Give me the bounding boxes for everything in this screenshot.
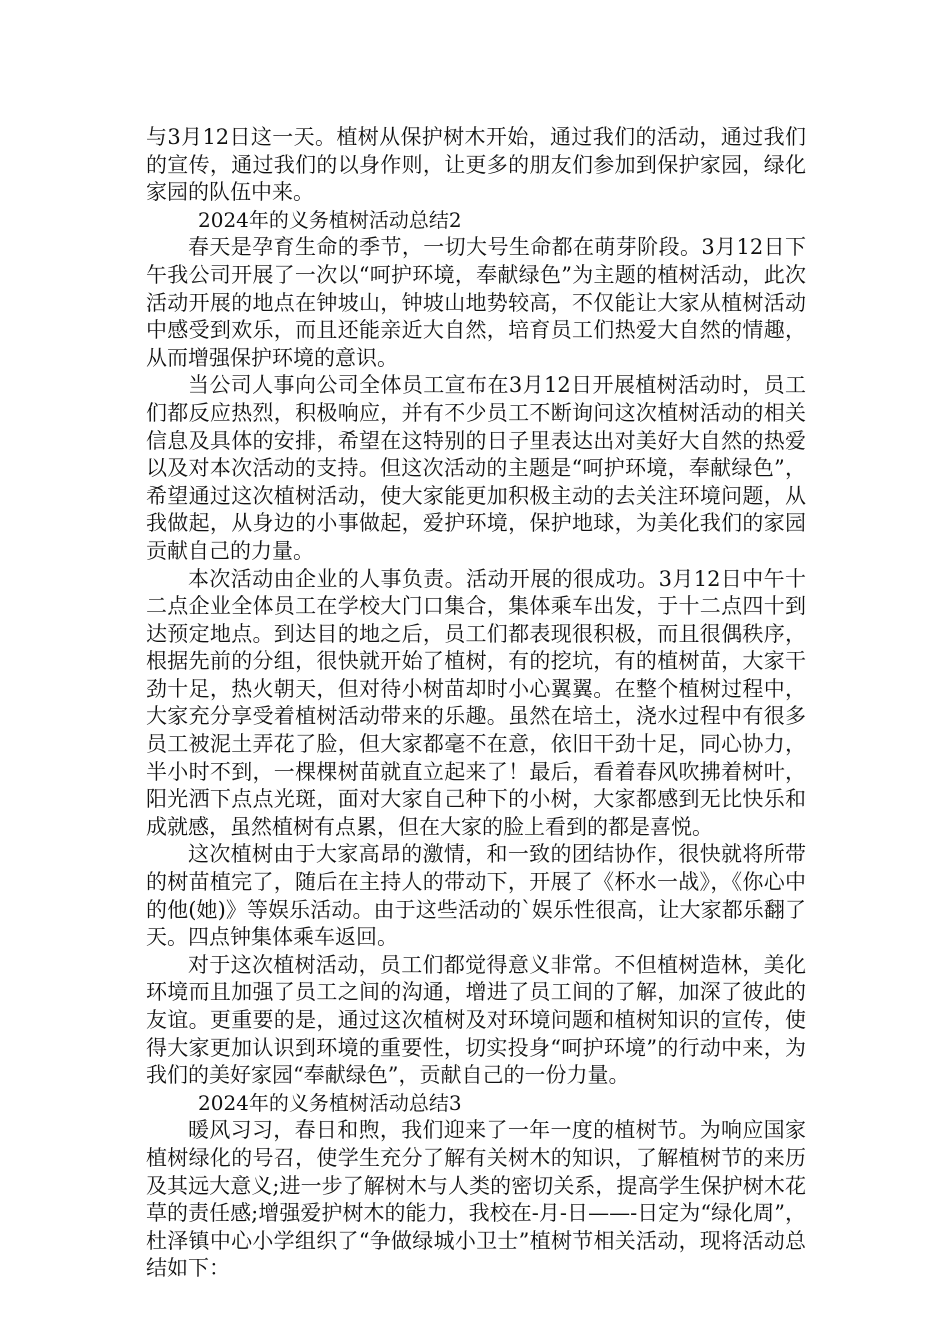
document-body [146,124,806,1283]
paragraph-significance: 对于这次植树活动，员工们都觉得意义非常。不但植树造林，美化环境而且加强了员工之间的沟通，增进了员工间的了解，加深了彼此的友谊。更重要的是，通过这次植树及对环境问题和植树知识的宣传，使得大家更加认识到环境的重要性，切实投身“呵护环境”的行动中来，为我们的美好家园“奉献绿色”，贡献自己的一份力量。 [146,952,806,1088]
section-heading-3: 2024年的义务植树活动总结3 [198,1090,462,1115]
paragraph-entertainment: 这次植树由于大家高昂的激情，和一致的团结协作，很快就将所带的树苗植完了，随后在主持人的带动下，开展了《杯水一战》，《你心中的他(她)》等娱乐活动。由于这些活动的`娱乐性很高，让大家都乐翻了天。四点钟集体乘车返回。 [146,842,806,950]
paragraph-intro-continuation: 与3月12日这一天。植树从保护树木开始，通过我们的活动，通过我们的宣传，通过我们的以身作则，让更多的朋友们参加到保护家园，绿化家园的队伍中来。 [146,125,806,205]
paragraph-school-activity: 暖风习习，春日和煦，我们迎来了一年一度的植树节。为响应国家植树绿化的号召，使学生充分了解有关树木的知识，了解植树节的来历及其远大意义;进一步了解树木与人类的密切关系，提高学生保护树木花草的责任感;增强爱护树木的能力，我校在-月-日——-日定为“绿化周”，杜泽镇中心小学组织了“争做绿城小卫士”植树节相关活动，现将活动总结如下： [146,1118,806,1281]
paragraph-spring-activity: 春天是孕育生命的季节，一切大号生命都在萌芽阶段。3月12日下午我公司开展了一次以“呵护环境，奉献绿色”为主题的植树活动，此次活动开展的地点在钟坡山，钟坡山地势较高，不仅能让大家从植树活动中感受到欢乐，而且还能亲近大自然，培育员工们热爱大自然的情趣，从而增强保护环境的意识。 [146,235,806,370]
section-heading-2: 2024年的义务植树活动总结2 [198,207,462,232]
paragraph-announcement: 当公司人事向公司全体员工宣布在3月12日开展植树活动时，员工们都反应热烈，积极响应，并有不少员工不断询问这次植树活动的相关信息及具体的安排，希望在这特别的日子里表达出对美好大自然的热爱以及对本次活动的支持。但这次活动的主题是“呵护环境，奉献绿色”，希望通过这次植树活动，使大家能更加积极主动的去关注环境问题，从我做起，从身边的小事做起，爱护环境，保护地球，为美化我们的家园贡献自己的力量。 [146,373,806,563]
paragraph-activity-process: 本次活动由企业的人事负责。活动开展的很成功。3月12日中午十二点企业全体员工在学校大门口集合，集体乘车出发，于十二点四十到达预定地点。到达目的地之后，员工们都表现很积极，而且很偶秩序，根据先前的分组，很快就开始了植树，有的挖坑，有的植树苗，大家干劲十足，热火朝天，但对待小树苗却时小心翼翼。在整个植树过程中，大家充分享受着植树活动带来的乐趣。虽然在培土，浇水过程中有很多员工被泥土弄花了脸，但大家都毫不在意，依旧干劲十足，同心协力，半小时不到，一棵棵树苗就直立起来了！最后，看着春风吹拂着树叶，阳光洒下点点光斑，面对大家自己种下的小树，大家都感到无比快乐和成就感，虽然植树有点累，但在大家的脸上看到的都是喜悦。 [146,566,806,839]
